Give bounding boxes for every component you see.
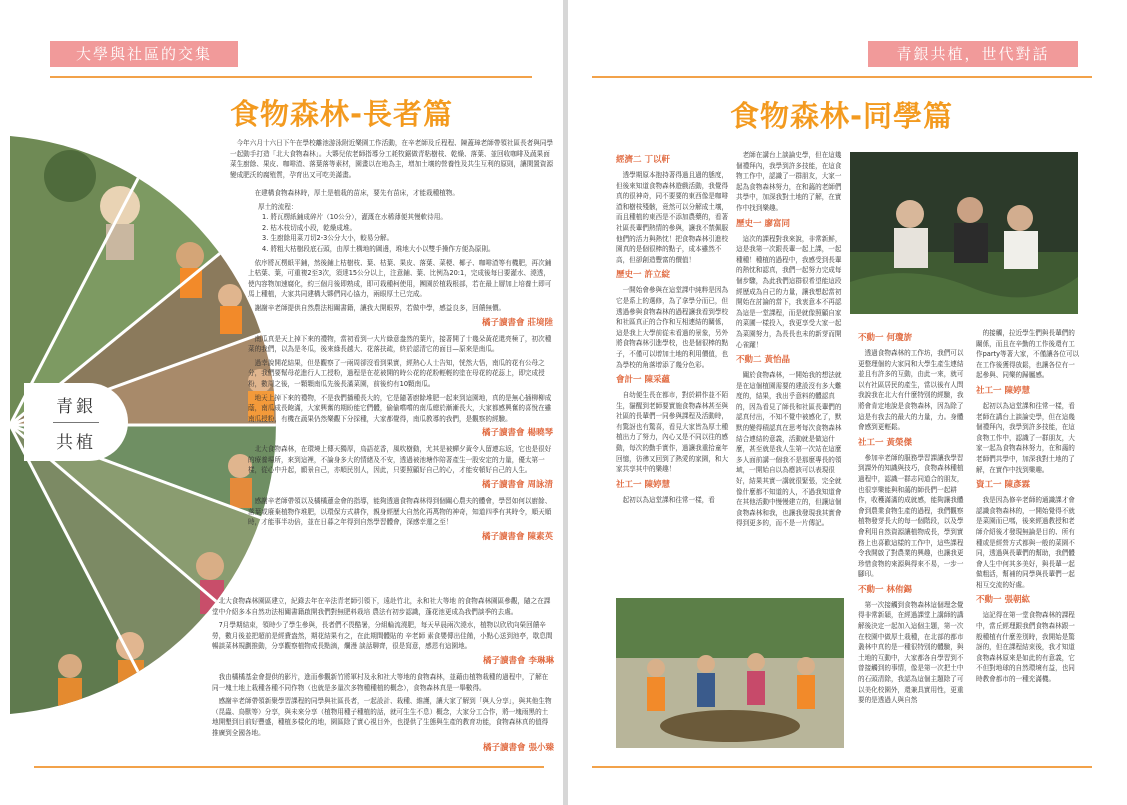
left-title: 食物森林-長者篇 <box>230 97 454 131</box>
student-comment: 透學期原本抱持著得過且過的態度，但後來知道食物森林遊戲活動，我覺得真的很神奇，同不要要的東西像是咖啡渣和樹枝殘骸，竟然可以分解成土壤，而且種植的東西是不添加農藥的，看著社區長輩們熱情的參與，讓我不禁佩服他們的活力與熱忱！把食物森林引進校園真的是個很棒的點子，成本雖然不高，但卻創造豐富的價值！ <box>616 171 729 264</box>
pumpkin-paragraph-2: 過幸說開花結果，但是觀察了一兩周卻沒看到果實，經熱心人士告知，恍然大悟，南瓜的花有公母之分，我們要幫母花進行人工授粉，過程是在花被開的時公花的花粉輕輕的塗在母花的花蕊上，即完成授粉，數周之後，一顆顆南瓜先後長滿菜園，前後約有10顆南瓜。 <box>248 358 545 388</box>
signature: 橘子讀書會 陳素英 <box>482 531 553 542</box>
right-column-1 <box>616 150 730 508</box>
student-comment: 這記得在第一堂食物森林的課程中，當丘經理跟我們食物森林跟一般種植有什麼差別時，我開始是驚訝的，但在課程結束後，我才知道食物森林原來是如此的有意義，它不但對地球的自然環境有益，也同時教會都市的一種充滿機。 <box>976 611 1075 684</box>
left-bottom-rule <box>34 766 544 768</box>
step-item: 3. 生廚餘用菜刀切2-3公分大小，較易分解。 <box>262 234 394 243</box>
signature: 橘子讀書會 李琳琳 <box>483 655 554 666</box>
students-night-photo <box>850 152 1078 314</box>
student-comment: 第一次接觸到食物森林這個理念覺得非常新穎，在經過課堂上講師的講解後決定一起加入這個主題，第一次在校園中做厚土栽種，在北部的都市叢林中真的是一種很特別的體驗，與土地的互動中，大家都各自學習到不曾接觸到的事情，像是第一次把土中的石頭清除，我認為這個主題除了可以美化校園外，還兼具實用性，更重要的是透過人與自然 <box>858 600 964 705</box>
steps-detail: 依序將瓦楞紙平鋪，然後鋪上枯樹枝、葉、枯葉、果皮、落葉、菜梗、椰子、咖啡渣等有機肥，再次鋪上枯葉、葉，可重複2至3次，須達15公分以上，注意鋪、葉、比例為20:1，完成後每日要灌水、澆透，使內容物加速腐化，約三個月後即熟成，即可栽種柯使用，團園於植栽根部，若在最上層加上培養土即可馬上種植，大家共同建構大夥們同心協力，兩眼厚土已完成。 <box>248 258 552 299</box>
night-photo-svg <box>850 152 1078 314</box>
student-comment: 參加辛老師的服務學習課讓我學習到課外的知識與技巧，食物森林種植過程中，認識一群志同道合的朋友，也很享樂能與和藹的師長們一起耕作，收穫滿滿的成就感，能夠讓我體會到農業食物生產的過程，我們觀察植物發芽長大的每一個階段，以及學會利用自然資源讓植物成長，學到實務上也喜歡這樣的工作中，這些課程令我開啟了對農業的興趣，也讓我更珍惜食物的來源與得來不易，一步一腳印。 <box>858 453 964 579</box>
student-name-heading: 歷史一 廖富同 <box>736 218 790 229</box>
garden-photo-svg <box>616 598 844 748</box>
student-name-heading: 社工一 陳婷慧 <box>976 385 1030 396</box>
steps-list <box>262 212 553 254</box>
student-comment: 起初以為這堂課和往常一樣，看 <box>622 495 715 504</box>
signature: 橘子讀書會 楊曉琴 <box>482 428 553 439</box>
student-comment: 這次的課程對我來說，非常新鮮，這是我第一次跟長輩一起上課，一起種種！種植的過程中，我感受到長輩的熱忱和認真，我們一起努力完成每個步驟，為此我們這群很希望能這段經歷成為自己的力量，讓我想起當初開始在討論的當下，我衷意本不再認為這是一堂課程，而是就像照顧自家的菜圃一樣投入，我更享受大家一起為菜園努力，為長長也未的新芽而開心雀躍！ <box>736 234 842 349</box>
student-comment: 一開始會參與在這堂課中純粹是因為它是系上的選修，為了拿學分而已，但透過參與食物森林的過程讓我看到學校和社區真正的合作和互相連結的關係，這是我上大學前從未看過的景象，另外將食物森林引進學校，也是個很棒的點子，不僅可以增加土地的利用價值，也為學校的角落增添了幾分色彩。 <box>616 286 729 369</box>
summer-paragraph: 7月學期結束，領時少了學生參與，長者們不畏酷暑，分組輪流澆肥，每天早晨兩次澆水，植物以欣欣向榮回饋辛勞，數月後並把超前是經費盎然，期花結果有之，在此期間體貼的 辛老師 素食嬰傳出佳餚，小點心送到池亭，歇息間暢談菜林規劃推動，分享觀察植物成長點滴，爛漫 談話聊齊，很是寫意，感恩有這園地。 <box>212 621 553 651</box>
left-page <box>0 0 563 805</box>
video-paragraph: 我由橘橘基金會提供的影片，進而參觀新竹將軍村及永和社大等地的食物森林，並藉由植物栽種的過程中，了解在同一塊土地上栽種各種不同作物（也就是多量次多物種種植的概念），食物森林真是一舉數得。 <box>212 672 549 692</box>
left-article <box>248 188 553 548</box>
right-column-2 <box>736 150 842 532</box>
pumpkin-paragraph-3: 地天上掉下來的禮物，不是我們播種長大的，它是隨著廚餘堆肥一起來到這園地，真的是無心插柳柳成蔭，南瓜成長飽滿，大家興奮的期盼能它們體，偷偷嚐嚐的南瓜總於漸漸長大，大家都感興奮的喜悅在雖南瓜授粉，有機在蔬果仍然樂觀下分採種，大家都覺得，南瓜教導的我們，是觀察的經驗。 <box>248 393 552 423</box>
forest-paragraph: 北大食物森林，在環境上傳天獨厚，鳥語花香，風吹樹動，尤其是被蟬夕黃令人留連忘返，它也是很好的療養場所，來到這裡，不論身多大的情緒及不安，透過被池塘作陪著產生一股安定的力量，優太第一樣，從心中升起，願景自己，亦順民別人，因此，只要照顧好自己的心，才能安頓好自己的人生。 <box>248 445 552 475</box>
right-column-3 <box>858 328 966 709</box>
intro-paragraph: 今年六月十六日下午在學校離池游泳附近樂園工作活動，在辛老師及丘程程、陳蓋璋老師帶領社區長者與同學一起動手打造「北大食物森林」。大夥兒依老師指導分工耗牧鋸做青粘樹枝、乾燥、落葉、並回收咖啡及蔬果面菜生廚餘、果皮、咖啡渣、落葉落等素材，園畫以在地為主，增加土壤的營養性及共生互利的原則，讓閑置資源變成肥沃的腐殖質，孕育出又可吃美滿畫。 <box>230 139 554 179</box>
right-column-4 <box>976 328 1080 688</box>
student-name-heading: 經濟二 丁以軒 <box>616 155 670 165</box>
left-intro <box>230 138 555 183</box>
student-name-heading: 社工一 陳婷慧 <box>616 479 670 490</box>
elders-garden-photo <box>616 598 844 748</box>
student-comment: 老師在講台上談論史學，但在這幾個禮拜內，我學到許多技能，在這食物工作中，認識了一群朋友，大家一起為食物森林努力，在和藹的老師們共學中，加深我對土地的了解，在實作中找到樂趣。 <box>736 151 842 212</box>
left-header-tag: 大學與社區的交集 <box>50 41 238 67</box>
student-comment: 的接觸，拉近學生們與長輩們的關係，而且在辛勤的工作後還有工作party等著大家，不僅讓各位可以在工作後獲得放鬆，也讓各位有一起參與、同樂的歸屬感。 <box>976 329 1080 380</box>
signature: 橘子讀書會 莊境陸 <box>482 317 553 328</box>
student-comment: 我是因為修辛老師的通識課才會認識食物森林的，一開始覺得不就是菜園而已嗎，後來經過教授和老師介紹後才發現無論是目的、所有種或是經營方式都與一般的菜園不同，透過與長輩們的幫助，我們體會人生中何其多美好，與長輩一起做粗活，幫補的同學與長輩們一起相互交流的好處。 <box>976 496 1075 589</box>
student-name-heading: 不動一 張朝紘 <box>976 595 1030 606</box>
student-name-heading: 資工一 陳彥霖 <box>976 480 1030 491</box>
badge-line2: 共植 <box>56 432 96 453</box>
left-article-bottom <box>212 596 554 759</box>
right-bottom-rule <box>592 766 1092 768</box>
student-name-heading: 社工一 黃榮傑 <box>858 437 912 448</box>
closing-paragraph: 感謝辛老師帶領新聚學習課程的同學與社區長者，一起設計、栽種、維護，讓大家了解到「與人分享」，與其他生物（昆蟲、鳥獸等）分享，與未來分享（植物用種子種植的話，就可生生不息）概念，大家分工合作，將一塊雨黑的土地開墾到目前好豐盛，種植多樣化的地，園區除了實心視目外，也提供了生態與生產的教育功能，食物森林真的值得推廣到全國各地。 <box>212 697 552 737</box>
student-name-heading: 不動二 黃怡晶 <box>736 355 790 366</box>
badge-divider <box>53 422 99 423</box>
signature: 橘子讀書會 張小臻 <box>483 742 554 753</box>
green-silver-badge <box>24 383 128 461</box>
right-top-rule <box>592 76 1092 78</box>
pumpkin-paragraph-1: 南瓜真是天上掉下來的禮物，當初看到一大片綠意盎然的葉片，接著開了十幾朵黃花還亮極了，初次種菜的我們，以為是冬瓜，後來綠長越大、花落扶疏，終於認清它的面目—原來是南瓜。 <box>248 334 552 354</box>
thanks-teacher-paragraph: 感謝辛老師帶領以及橘橘蓮金會的指導，能夠透過食物森林得到個關心農夫的體會，學習如何以廚餘、落葉或廢棄植物作堆肥，以環保方式耕作，親身經歷大自然化再萬物的神奇，知道四季有其時令，順天順時，才能事半功倍，並在日暮之年得到自然學習體會，深感幸運之至！ <box>248 497 552 527</box>
student-name-heading: 會計一 陳采蘊 <box>616 375 670 386</box>
step-item: 4. 將粗大枯樹段底石頭，由厚土構地的圖邊，堆地大小以雙手操作方便為原則。 <box>262 244 495 253</box>
right-page <box>568 0 1127 805</box>
student-comment: 自幼便生長在都市，對於耕作並不陌生，貓醒到老師要實施食物森林甚至與社區的長輩們一同參與課程及活動時，有驚訝也有驚喜，看見大家皆為厚土種植出力了努力，內心又是不同以往的感動，每次的勤手實作，過讓我重拾童年回憶，彷彿又回到了熱愛的家園，和大家共享其中的樂趣！ <box>616 391 729 474</box>
student-name-heading: 歷史一 許立綻 <box>616 270 670 281</box>
signature: 橘子讀書會 周詠清 <box>482 480 553 491</box>
student-comment: 關於食物森林，一開始我的想法就是在這個植園需要的建設沒有多大難度的，結果，我出乎意料的體認真的，因為看見了師長和社區長輩們的認真付出，不知不覺中被感化了，默默的變得積認真在思考每次食物森林結合連結的意義，活動就是做這什麼，甚至就是我人生第一次站在這麼多人面前講一個我不是那麼專長的領域，一開始自以為應該可以表現很好，結果其實一講就很緊張，完全就像什麼都不知道的人，不過我知道會在其他活動中慢慢建立的，但讓這個食物森林和我，也讓我發現我其實會得到更多的，而不是一片傳記。 <box>736 371 842 528</box>
badge-line1: 青銀 <box>56 396 96 417</box>
right-header-tag: 青銀共植，世代對話 <box>868 41 1078 67</box>
right-title: 食物森林-同學篇 <box>730 99 954 133</box>
student-name-heading: 不動一 何瓊旂 <box>858 333 912 343</box>
left-top-rule <box>50 76 532 78</box>
step-item: 2. 枯木枝切成小段，乾燥成堆。 <box>262 223 357 232</box>
student-comment: 透過食物森林的工作坊，我們可以更整理個的大家同和大學生產生連結並且有許多的互動，由此一來，就可以有社區居民的產生，當以後有人問我說我在北大有什麼特別的經驗，我將會肯定地說是食物森林，因為除了這是有我去的最大的力量，力。身體會感到更輕鬆。 <box>858 349 964 432</box>
steps-label: 厚土的流程： <box>258 202 298 211</box>
thanks-paragraph: 謝謝辛老師提供自然農法相關書籍，讓我大開眼界，若做中學，感益良多，回饋無價。 <box>254 303 506 312</box>
steps-intro: 在建構食物森林時，厚土是植栽的苗床，要先有苗床，才能栽種植物。 <box>254 189 459 197</box>
visit-paragraph: 北大食物森林園區建立，紀錄去年在辛法青老師引領下，遠赴竹北，永和社大等地 的食物森林園區參觀，隨之在課堂中介紹多本自然功法相關書籍啟開我們對無肥料栽培 農法有初步認識，蓬花池更成為我們談季的去處。 <box>212 597 551 616</box>
step-item: 1. 將瓦楞紙鋪成碎片（10公分），灌溉在水稀薄便其慢軟待用。 <box>262 213 447 222</box>
student-name-heading: 不動一 林侑錫 <box>858 584 912 595</box>
student-comment: 起初以為這堂課和往常一樣，看老師在講台上談論史學，但在這幾個禮拜內，我學到許多技能，在這食物工作中，認識了一群朋友，大家一起為食物森林努力，在和藹的老師們共學中，加深我對土地的了解，在實作中找到樂趣。 <box>976 401 1075 474</box>
